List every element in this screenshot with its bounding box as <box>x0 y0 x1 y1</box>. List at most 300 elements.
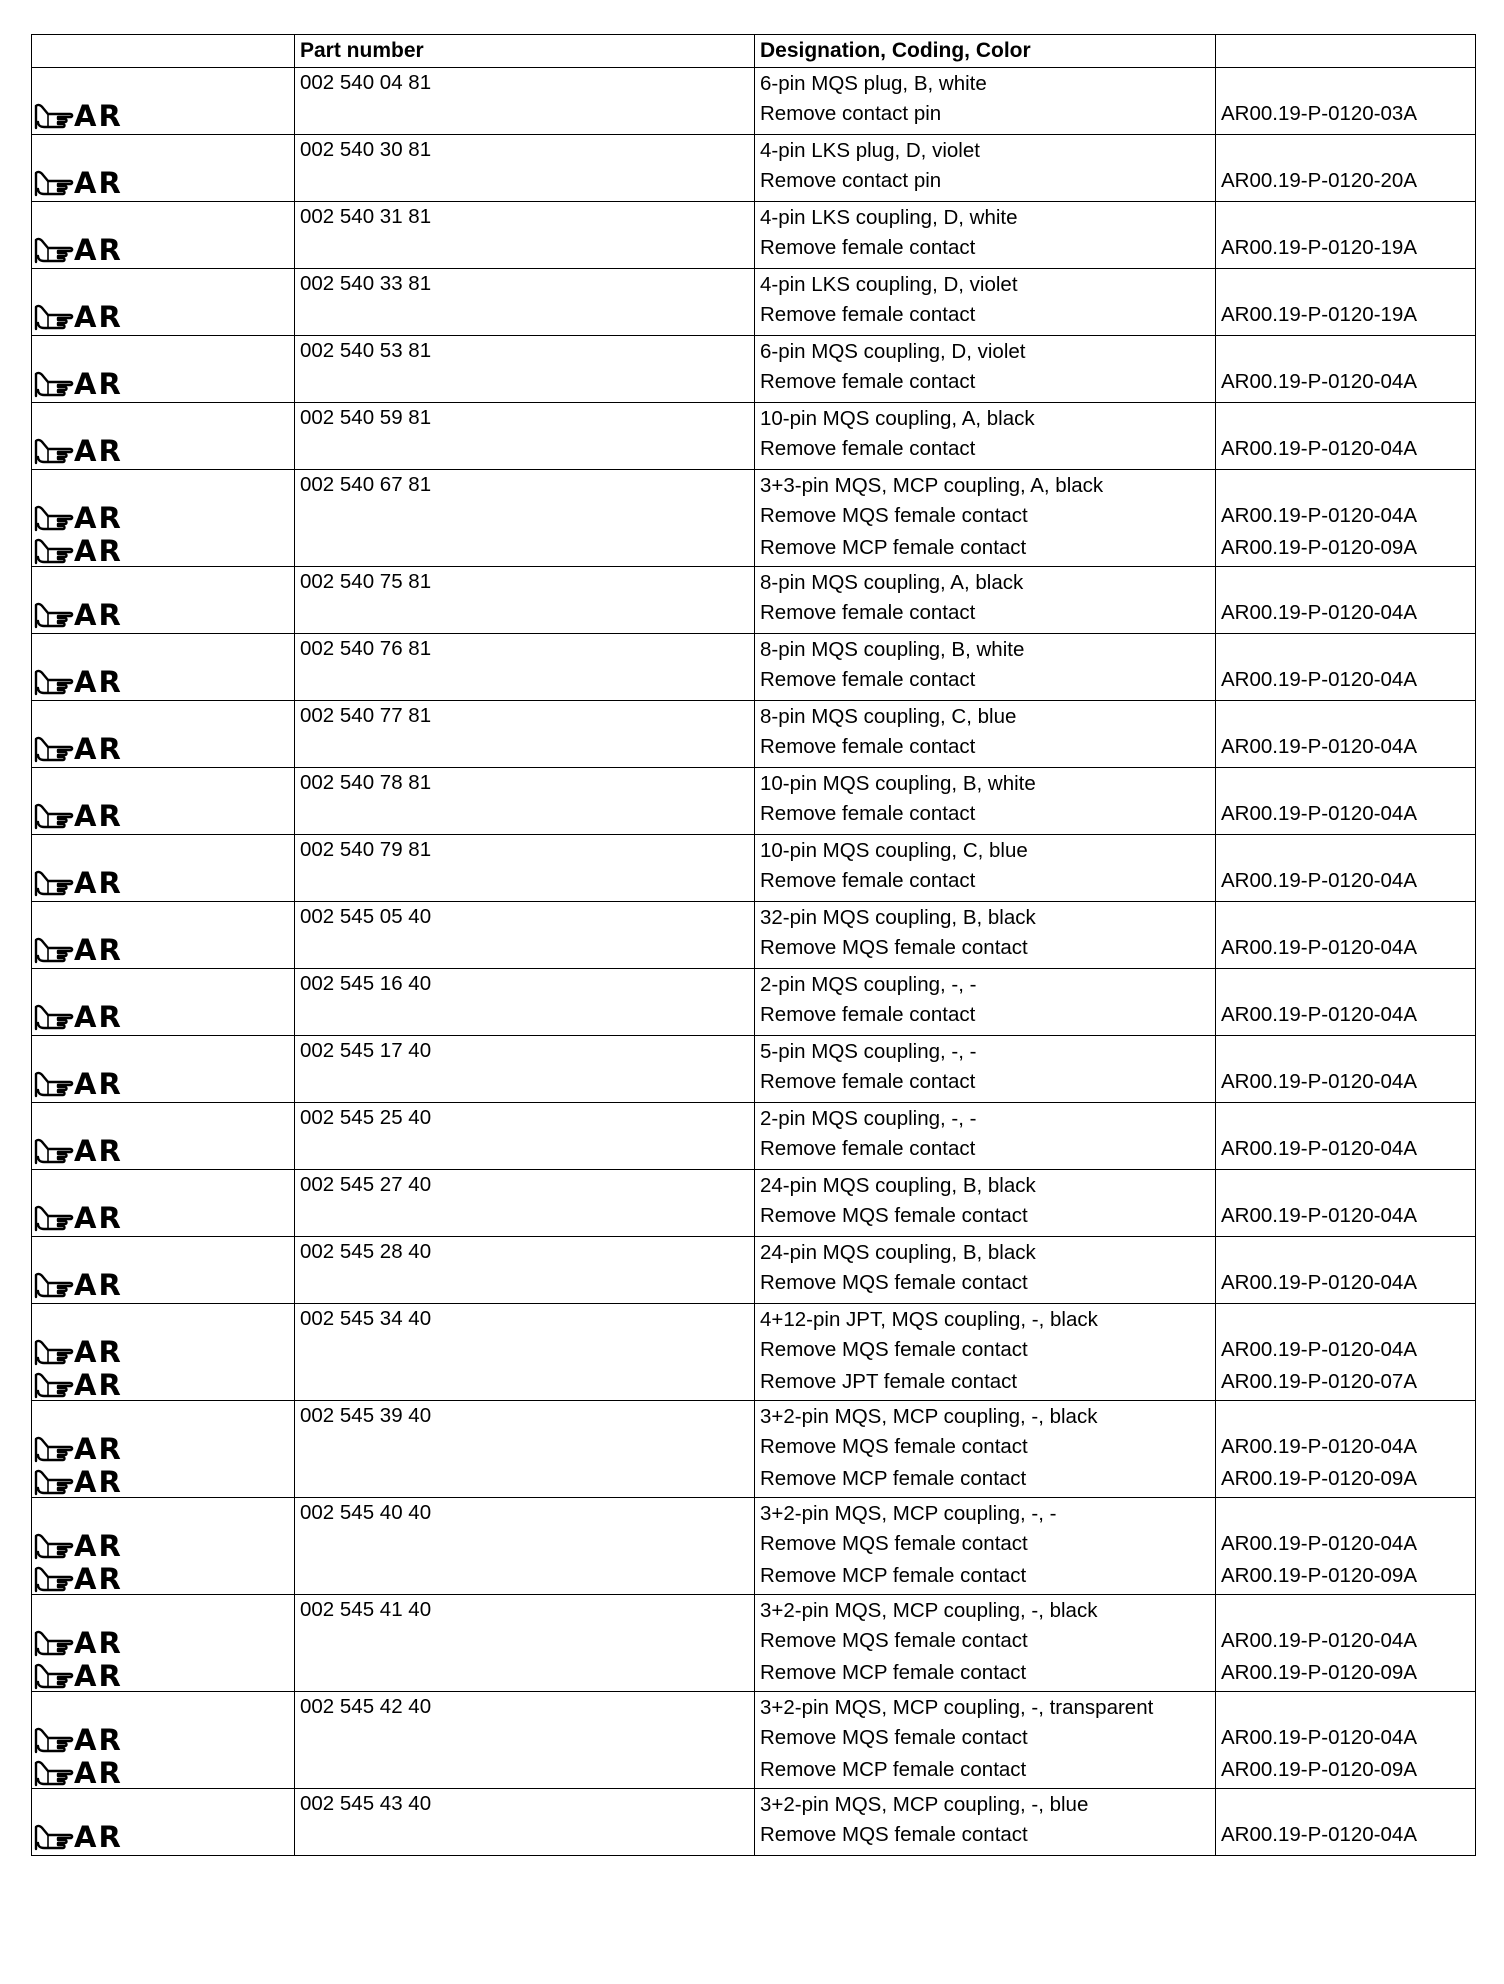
designation-cell <box>755 68 1216 135</box>
designation-cell <box>755 1692 1216 1789</box>
ar-link[interactable] <box>32 1819 294 1855</box>
pointing-hand-icon <box>34 1435 74 1463</box>
table-row <box>32 135 1476 202</box>
document-reference[interactable]: AR00.19-P-0120-09A <box>1221 1758 1418 1781</box>
table-row <box>32 835 1476 902</box>
table-row <box>32 1170 1476 1237</box>
ar-label: AR <box>74 1000 123 1034</box>
header-designation: Designation, Coding, Color <box>755 35 1216 68</box>
ar-label: AR <box>74 1134 123 1168</box>
ar-link[interactable] <box>32 366 294 402</box>
pointing-hand-icon <box>34 1468 74 1496</box>
procedure-text: Remove MQS female contact <box>760 1338 1028 1361</box>
ar-link-cell <box>32 835 295 902</box>
ar-link-cell <box>32 68 295 135</box>
reference-cell <box>1216 470 1476 567</box>
header-reference <box>1216 35 1476 68</box>
designation-title: 2-pin MQS coupling, -, - <box>760 973 977 996</box>
document-reference[interactable]: AR00.19-P-0120-04A <box>1221 1204 1418 1227</box>
part-number-cell <box>295 902 755 969</box>
part-number-cell <box>295 336 755 403</box>
ar-link[interactable] <box>32 165 294 201</box>
reference-cell <box>1216 68 1476 135</box>
ar-link[interactable] <box>32 999 294 1035</box>
designation-cell <box>755 1103 1216 1170</box>
part-number-cell <box>295 135 755 202</box>
ar-link-cell <box>32 202 295 269</box>
ar-link-cell <box>32 1692 295 1789</box>
designation-cell <box>755 1789 1216 1856</box>
part-number-cell <box>295 470 755 567</box>
table-row <box>32 336 1476 403</box>
document-reference[interactable]: AR00.19-P-0120-04A <box>1221 1532 1418 1555</box>
pointing-hand-icon <box>34 735 74 763</box>
reference-cell <box>1216 1237 1476 1304</box>
ar-link[interactable] <box>32 1564 294 1594</box>
ar-label: AR <box>74 866 123 900</box>
ar-link-cell <box>32 1304 295 1401</box>
document-reference[interactable]: AR00.19-P-0120-04A <box>1221 936 1418 959</box>
ar-link[interactable] <box>32 798 294 834</box>
pointing-hand-icon <box>34 1726 74 1754</box>
pointing-hand-icon <box>34 504 74 532</box>
ar-link-cell <box>32 1036 295 1103</box>
document-reference[interactable]: AR00.19-P-0120-03A <box>1221 102 1418 125</box>
document-reference[interactable]: AR00.19-P-0120-19A <box>1221 236 1418 259</box>
procedure-text: Remove female contact <box>760 668 976 691</box>
connector-table <box>31 34 1476 1856</box>
ar-link-cell <box>32 969 295 1036</box>
designation-title: 8-pin MQS coupling, A, black <box>760 571 1024 594</box>
part-number-cell <box>295 269 755 336</box>
procedure-text: Remove JPT female contact <box>760 1370 1018 1393</box>
ar-link[interactable] <box>32 1625 294 1661</box>
ar-label: AR <box>74 1659 123 1693</box>
document-reference[interactable]: AR00.19-P-0120-04A <box>1221 1070 1418 1093</box>
ar-link[interactable] <box>32 1758 294 1788</box>
table-row <box>32 1498 1476 1595</box>
part-number-cell <box>295 1036 755 1103</box>
ar-label: AR <box>74 1268 123 1302</box>
part-number: 002 540 79 81 <box>300 838 432 861</box>
pointing-hand-icon <box>34 1271 74 1299</box>
reference-cell <box>1216 634 1476 701</box>
part-number: 002 540 67 81 <box>300 473 432 496</box>
ar-link[interactable] <box>32 731 294 767</box>
ar-label: AR <box>74 1067 123 1101</box>
table-header-row <box>32 35 1476 68</box>
ar-link[interactable] <box>32 932 294 968</box>
reference-cell <box>1216 1103 1476 1170</box>
designation-cell <box>755 1170 1216 1237</box>
part-number: 002 540 31 81 <box>300 205 432 228</box>
document-reference[interactable]: AR00.19-P-0120-04A <box>1221 1823 1418 1846</box>
pointing-hand-icon <box>34 869 74 897</box>
ar-link-cell <box>32 1103 295 1170</box>
pointing-hand-icon <box>34 936 74 964</box>
procedure-text: Remove MCP female contact <box>760 1661 1027 1684</box>
pointing-hand-icon <box>34 668 74 696</box>
document-reference[interactable]: AR00.19-P-0120-04A <box>1221 869 1418 892</box>
table-row <box>32 403 1476 470</box>
designation-title: 6-pin MQS plug, B, white <box>760 72 987 95</box>
procedure-text: Remove MQS female contact <box>760 936 1028 959</box>
reference-cell <box>1216 902 1476 969</box>
designation-title: 3+2-pin MQS, MCP coupling, -, - <box>760 1502 1057 1525</box>
document-reference[interactable]: AR00.19-P-0120-04A <box>1221 1435 1418 1458</box>
designation-cell <box>755 701 1216 768</box>
table-row <box>32 269 1476 336</box>
ar-link-cell <box>32 403 295 470</box>
reference-cell <box>1216 336 1476 403</box>
ar-link-cell <box>32 634 295 701</box>
procedure-text: Remove female contact <box>760 437 976 460</box>
ar-label: AR <box>74 1820 123 1854</box>
ar-label: AR <box>74 1756 123 1790</box>
ar-link-cell <box>32 1789 295 1856</box>
part-number: 002 545 05 40 <box>300 905 432 928</box>
pointing-hand-icon <box>34 1629 74 1657</box>
ar-link[interactable] <box>32 1661 294 1691</box>
procedure-text: Remove female contact <box>760 735 976 758</box>
designation-title: 3+2-pin MQS, MCP coupling, -, black <box>760 1405 1098 1428</box>
reference-cell <box>1216 1036 1476 1103</box>
procedure-text: Remove female contact <box>760 869 976 892</box>
part-number: 002 545 34 40 <box>300 1307 432 1330</box>
document-reference[interactable]: AR00.19-P-0120-09A <box>1221 536 1418 559</box>
part-number-cell <box>295 1237 755 1304</box>
ar-label: AR <box>74 166 123 200</box>
pointing-hand-icon <box>34 370 74 398</box>
ar-link[interactable] <box>32 1200 294 1236</box>
table-row <box>32 1789 1476 1856</box>
ar-link-cell <box>32 902 295 969</box>
designation-title: 3+2-pin MQS, MCP coupling, -, blue <box>760 1793 1089 1816</box>
pointing-hand-icon <box>34 1204 74 1232</box>
part-number-cell <box>295 969 755 1036</box>
procedure-text: Remove female contact <box>760 1137 976 1160</box>
ar-link[interactable] <box>32 433 294 469</box>
ar-label: AR <box>74 434 123 468</box>
table-row <box>32 1304 1476 1401</box>
procedure-text: Remove MQS female contact <box>760 1629 1028 1652</box>
part-number-cell <box>295 68 755 135</box>
designation-title: 5-pin MQS coupling, -, - <box>760 1040 977 1063</box>
ar-link-cell <box>32 1595 295 1692</box>
ar-link-cell <box>32 1498 295 1595</box>
ar-label: AR <box>74 933 123 967</box>
designation-title: 4-pin LKS coupling, D, white <box>760 206 1018 229</box>
procedure-text: Remove MQS female contact <box>760 1823 1028 1846</box>
ar-label: AR <box>74 1368 123 1402</box>
designation-cell <box>755 1036 1216 1103</box>
pointing-hand-icon <box>34 303 74 331</box>
pointing-hand-icon <box>34 1565 74 1593</box>
designation-title: 4+12-pin JPT, MQS coupling, -, black <box>760 1308 1098 1331</box>
document-reference[interactable]: AR00.19-P-0120-19A <box>1221 303 1418 326</box>
document-reference[interactable]: AR00.19-P-0120-04A <box>1221 668 1418 691</box>
designation-title: 2-pin MQS coupling, -, - <box>760 1107 977 1130</box>
designation-title: 8-pin MQS coupling, C, blue <box>760 705 1017 728</box>
document-reference[interactable]: AR00.19-P-0120-04A <box>1221 370 1418 393</box>
ar-link[interactable] <box>32 536 294 566</box>
designation-title: 3+2-pin MQS, MCP coupling, -, black <box>760 1599 1098 1622</box>
designation-title: 4-pin LKS plug, D, violet <box>760 139 980 162</box>
table-row <box>32 768 1476 835</box>
ar-link-cell <box>32 1401 295 1498</box>
procedure-text: Remove female contact <box>760 303 976 326</box>
document-reference[interactable]: AR00.19-P-0120-04A <box>1221 601 1418 624</box>
ar-label: AR <box>74 732 123 766</box>
document-reference[interactable]: AR00.19-P-0120-20A <box>1221 169 1418 192</box>
ar-link-cell <box>32 336 295 403</box>
document-reference[interactable]: AR00.19-P-0120-09A <box>1221 1661 1418 1684</box>
part-number-cell <box>295 835 755 902</box>
ar-link[interactable] <box>32 299 294 335</box>
table-row <box>32 1595 1476 1692</box>
reference-cell <box>1216 835 1476 902</box>
part-number-cell <box>295 634 755 701</box>
part-number-cell <box>295 1103 755 1170</box>
document-reference[interactable]: AR00.19-P-0120-04A <box>1221 1726 1418 1749</box>
part-number-cell <box>295 1170 755 1237</box>
designation-cell <box>755 135 1216 202</box>
reference-cell <box>1216 269 1476 336</box>
reference-cell <box>1216 1304 1476 1401</box>
pointing-hand-icon <box>34 1532 74 1560</box>
part-number: 002 545 25 40 <box>300 1106 432 1129</box>
procedure-text: Remove female contact <box>760 370 976 393</box>
part-number: 002 545 17 40 <box>300 1039 432 1062</box>
part-number: 002 540 77 81 <box>300 704 432 727</box>
reference-cell <box>1216 701 1476 768</box>
document-reference[interactable]: AR00.19-P-0120-04A <box>1221 1003 1418 1026</box>
ar-link-cell <box>32 269 295 336</box>
table-row <box>32 1036 1476 1103</box>
part-number: 002 540 33 81 <box>300 272 432 295</box>
designation-title: 10-pin MQS coupling, C, blue <box>760 839 1028 862</box>
procedure-text: Remove MCP female contact <box>760 1758 1027 1781</box>
designation-title: 3+3-pin MQS, MCP coupling, A, black <box>760 474 1104 497</box>
reference-cell <box>1216 135 1476 202</box>
procedure-text: Remove female contact <box>760 601 976 624</box>
pointing-hand-icon <box>34 169 74 197</box>
table-row <box>32 470 1476 567</box>
designation-title: 10-pin MQS coupling, A, black <box>760 407 1035 430</box>
table-row <box>32 1401 1476 1498</box>
designation-cell <box>755 202 1216 269</box>
procedure-text: Remove female contact <box>760 1003 976 1026</box>
designation-cell <box>755 470 1216 567</box>
ar-label: AR <box>74 1626 123 1660</box>
part-number: 002 545 16 40 <box>300 972 432 995</box>
designation-cell <box>755 634 1216 701</box>
part-number-cell <box>295 701 755 768</box>
ar-label: AR <box>74 598 123 632</box>
document-reference[interactable]: AR00.19-P-0120-04A <box>1221 1137 1418 1160</box>
procedure-text: Remove female contact <box>760 802 976 825</box>
document-reference[interactable]: AR00.19-P-0120-07A <box>1221 1370 1418 1393</box>
reference-cell <box>1216 403 1476 470</box>
ar-link[interactable] <box>32 1133 294 1169</box>
ar-label: AR <box>74 1432 123 1466</box>
part-number: 002 540 76 81 <box>300 637 432 660</box>
part-number: 002 540 30 81 <box>300 138 432 161</box>
ar-link-cell <box>32 768 295 835</box>
ar-link[interactable] <box>32 1370 294 1400</box>
document-reference[interactable]: AR00.19-P-0120-09A <box>1221 1564 1418 1587</box>
header-icon-column <box>32 35 295 68</box>
procedure-text: Remove MCP female contact <box>760 1467 1027 1490</box>
ar-label: AR <box>74 233 123 267</box>
ar-link[interactable] <box>32 1528 294 1564</box>
ar-link-cell <box>32 470 295 567</box>
part-number-cell <box>295 1692 755 1789</box>
part-number-cell <box>295 768 755 835</box>
ar-link[interactable] <box>32 1267 294 1303</box>
designation-title: 24-pin MQS coupling, B, black <box>760 1174 1036 1197</box>
ar-link-cell <box>32 567 295 634</box>
pointing-hand-icon <box>34 1137 74 1165</box>
designation-cell <box>755 1595 1216 1692</box>
ar-link[interactable] <box>32 1066 294 1102</box>
designation-cell <box>755 1304 1216 1401</box>
designation-cell <box>755 403 1216 470</box>
reference-cell <box>1216 1170 1476 1237</box>
pointing-hand-icon <box>34 1823 74 1851</box>
pointing-hand-icon <box>34 537 74 565</box>
part-number-cell <box>295 1498 755 1595</box>
ar-link[interactable] <box>32 500 294 536</box>
procedure-text: Remove MQS female contact <box>760 1204 1028 1227</box>
designation-cell <box>755 902 1216 969</box>
ar-link-cell <box>32 135 295 202</box>
part-number: 002 540 75 81 <box>300 570 432 593</box>
reference-cell <box>1216 1498 1476 1595</box>
pointing-hand-icon <box>34 236 74 264</box>
ar-link[interactable] <box>32 1722 294 1758</box>
procedure-text: Remove contact pin <box>760 102 942 125</box>
reference-cell <box>1216 1692 1476 1789</box>
ar-label: AR <box>74 501 123 535</box>
designation-cell <box>755 835 1216 902</box>
part-number: 002 545 43 40 <box>300 1792 432 1815</box>
reference-cell <box>1216 202 1476 269</box>
designation-cell <box>755 567 1216 634</box>
ar-link-cell <box>32 1237 295 1304</box>
procedure-text: Remove female contact <box>760 236 976 259</box>
document-reference[interactable]: AR00.19-P-0120-04A <box>1221 1629 1418 1652</box>
designation-title: 24-pin MQS coupling, B, black <box>760 1241 1036 1264</box>
pointing-hand-icon <box>34 1371 74 1399</box>
document-reference[interactable]: AR00.19-P-0120-04A <box>1221 735 1418 758</box>
ar-link[interactable] <box>32 1334 294 1370</box>
ar-label: AR <box>74 1335 123 1369</box>
table-row <box>32 902 1476 969</box>
part-number-cell <box>295 1789 755 1856</box>
ar-link[interactable] <box>32 98 294 134</box>
ar-link[interactable] <box>32 597 294 633</box>
part-number: 002 540 59 81 <box>300 406 432 429</box>
designation-cell <box>755 1498 1216 1595</box>
reference-cell <box>1216 969 1476 1036</box>
document-reference[interactable]: AR00.19-P-0120-09A <box>1221 1467 1418 1490</box>
ar-label: AR <box>74 1723 123 1757</box>
part-number: 002 545 41 40 <box>300 1598 432 1621</box>
ar-link[interactable] <box>32 1467 294 1497</box>
reference-cell <box>1216 768 1476 835</box>
ar-link[interactable] <box>32 1431 294 1467</box>
ar-link[interactable] <box>32 664 294 700</box>
part-number-cell <box>295 1304 755 1401</box>
reference-cell <box>1216 1789 1476 1856</box>
table-row <box>32 969 1476 1036</box>
reference-cell <box>1216 567 1476 634</box>
document-reference[interactable]: AR00.19-P-0120-04A <box>1221 504 1418 527</box>
pointing-hand-icon <box>34 802 74 830</box>
part-number: 002 540 53 81 <box>300 339 432 362</box>
ar-link[interactable] <box>32 865 294 901</box>
document-reference[interactable]: AR00.19-P-0120-04A <box>1221 437 1418 460</box>
ar-link-cell <box>32 701 295 768</box>
procedure-text: Remove MCP female contact <box>760 536 1027 559</box>
ar-label: AR <box>74 99 123 133</box>
pointing-hand-icon <box>34 601 74 629</box>
table-row <box>32 567 1476 634</box>
designation-cell <box>755 969 1216 1036</box>
ar-label: AR <box>74 300 123 334</box>
designation-title: 4-pin LKS coupling, D, violet <box>760 273 1018 296</box>
procedure-text: Remove female contact <box>760 1070 976 1093</box>
designation-title: 8-pin MQS coupling, B, white <box>760 638 1025 661</box>
procedure-text: Remove MQS female contact <box>760 504 1028 527</box>
procedure-text: Remove MQS female contact <box>760 1271 1028 1294</box>
document-reference[interactable]: AR00.19-P-0120-04A <box>1221 802 1418 825</box>
table-row <box>32 202 1476 269</box>
pointing-hand-icon <box>34 102 74 130</box>
reference-cell <box>1216 1401 1476 1498</box>
document-reference[interactable]: AR00.19-P-0120-04A <box>1221 1271 1418 1294</box>
designation-cell <box>755 768 1216 835</box>
part-number: 002 540 78 81 <box>300 771 432 794</box>
pointing-hand-icon <box>34 437 74 465</box>
document-reference[interactable]: AR00.19-P-0120-04A <box>1221 1338 1418 1361</box>
ar-label: AR <box>74 1562 123 1596</box>
ar-label: AR <box>74 367 123 401</box>
designation-cell <box>755 1237 1216 1304</box>
part-number-cell <box>295 1595 755 1692</box>
pointing-hand-icon <box>34 1662 74 1690</box>
pointing-hand-icon <box>34 1070 74 1098</box>
designation-title: 32-pin MQS coupling, B, black <box>760 906 1036 929</box>
ar-label: AR <box>74 1529 123 1563</box>
procedure-text: Remove MCP female contact <box>760 1564 1027 1587</box>
part-number-cell <box>295 567 755 634</box>
ar-label: AR <box>74 1465 123 1499</box>
table-row <box>32 1103 1476 1170</box>
table-row <box>32 1692 1476 1789</box>
ar-link[interactable] <box>32 232 294 268</box>
designation-cell <box>755 336 1216 403</box>
table-row <box>32 1237 1476 1304</box>
procedure-text: Remove MQS female contact <box>760 1726 1028 1749</box>
ar-label: AR <box>74 665 123 699</box>
designation-title: 10-pin MQS coupling, B, white <box>760 772 1036 795</box>
designation-title: 3+2-pin MQS, MCP coupling, -, transparent <box>760 1696 1154 1719</box>
ar-label: AR <box>74 799 123 833</box>
pointing-hand-icon <box>34 1003 74 1031</box>
designation-title: 6-pin MQS coupling, D, violet <box>760 340 1026 363</box>
